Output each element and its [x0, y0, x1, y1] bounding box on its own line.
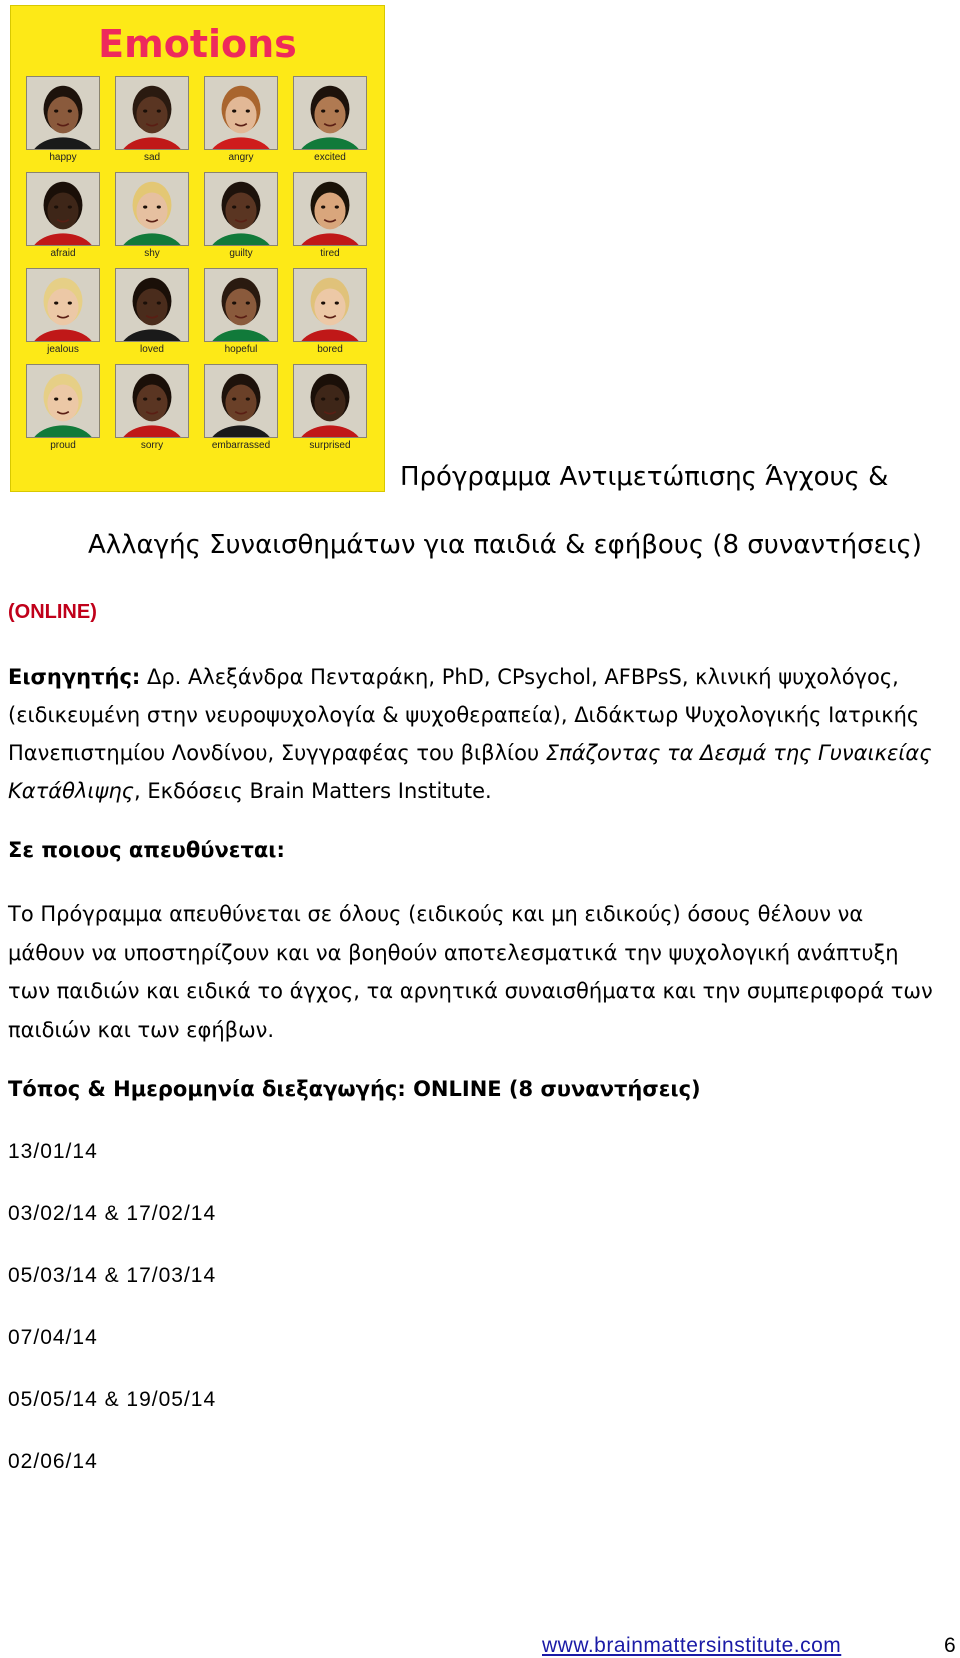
face-card	[26, 76, 100, 172]
child-face-photo	[204, 364, 278, 438]
audience-heading: Σε ποιους απευθύνεται:	[8, 838, 285, 862]
program-title-line-2: Αλλαγής Συναισθημάτων για παιδιά & εφήβους (8 συναντήσεις)	[88, 530, 922, 560]
face-card	[26, 268, 100, 364]
child-face-illustration	[294, 77, 366, 149]
emotion-label: jealous	[47, 344, 79, 355]
emotion-label: sad	[143, 152, 161, 163]
face-card	[204, 364, 278, 460]
face-card	[26, 364, 100, 460]
online-tag: (ONLINE)	[8, 601, 97, 623]
place-heading: Τόπος & Ημερομηνία διεξαγωγής: ONLINE (8 συναντήσεις)	[8, 1077, 701, 1101]
child-face-illustration	[116, 269, 188, 341]
face-card	[115, 268, 189, 364]
emotion-label: guilty	[229, 248, 253, 259]
child-face-photo	[115, 268, 189, 342]
child-face-illustration	[205, 365, 277, 437]
page-number: 6	[944, 1634, 956, 1657]
child-face-illustration	[294, 269, 366, 341]
date-line: 13/01/14	[8, 1140, 98, 1163]
child-face-illustration	[27, 269, 99, 341]
child-face-photo	[115, 172, 189, 246]
audience-text: Το Πρόγραμμα απευθύνεται σε όλους (ειδικούς και μη ειδικούς) όσους θέλουν να μάθουν να υποστηρίζουν και να βοηθούν αποτελεσματικά την ψυχολογική ανάπτυξη των παιδιών και ειδικά το άγχος, τα αρνητικά συναισθήματα και την συμπεριφορά των παιδιών και των εφήβων.	[8, 902, 933, 1042]
child-face-photo	[115, 76, 189, 150]
child-face-illustration	[294, 365, 366, 437]
child-face-illustration	[27, 173, 99, 245]
emotion-label: bored	[317, 344, 343, 355]
emotion-label: angry	[228, 152, 254, 163]
child-face-photo	[204, 268, 278, 342]
book-title: Σπάζοντας τα Δεσμά της Γυναικείας Κατάθλιψης	[8, 741, 932, 803]
child-face-illustration	[27, 365, 99, 437]
child-face-photo	[293, 172, 367, 246]
child-face-photo	[293, 76, 367, 150]
emotion-label: afraid	[50, 248, 76, 259]
face-card	[115, 76, 189, 172]
child-face-photo	[26, 76, 100, 150]
emotion-label: sorry	[140, 440, 164, 451]
emotions-poster	[10, 5, 385, 492]
face-card	[26, 172, 100, 268]
lecturer-text-2: , Εκδόσεις Brain Matters Institute.	[133, 779, 492, 803]
face-card	[204, 268, 278, 364]
emotion-label: embarrassed	[211, 440, 271, 451]
child-face-photo	[293, 268, 367, 342]
child-face-illustration	[116, 173, 188, 245]
child-face-illustration	[205, 77, 277, 149]
date-line: 07/04/14	[8, 1326, 98, 1349]
lecturer-label: Εισηγητής:	[8, 665, 141, 689]
child-face-illustration	[116, 365, 188, 437]
child-face-illustration	[205, 173, 277, 245]
child-face-illustration	[205, 269, 277, 341]
child-face-photo	[26, 268, 100, 342]
child-face-photo	[204, 76, 278, 150]
lecturer-paragraph	[8, 658, 938, 810]
date-line: 05/03/14 & 17/03/14	[8, 1264, 217, 1287]
child-face-illustration	[27, 77, 99, 149]
face-card	[293, 268, 367, 364]
face-card	[115, 172, 189, 268]
date-line: 05/05/14 & 19/05/14	[8, 1388, 217, 1411]
face-card	[293, 364, 367, 460]
child-face-illustration	[294, 173, 366, 245]
face-card	[293, 76, 367, 172]
footer-website-link[interactable]: www.brainmattersinstitute.com	[542, 1634, 842, 1657]
face-card	[204, 76, 278, 172]
emotion-label: proud	[50, 440, 76, 451]
emotion-label: shy	[144, 248, 160, 259]
date-line: 02/06/14	[8, 1450, 98, 1473]
emotion-label: excited	[314, 152, 346, 163]
face-card	[204, 172, 278, 268]
face-card	[115, 364, 189, 460]
child-face-photo	[115, 364, 189, 438]
child-face-photo	[26, 364, 100, 438]
emotion-label: loved	[140, 344, 164, 355]
emotion-label: surprised	[309, 440, 351, 451]
emotion-label: tired	[320, 248, 340, 259]
date-line: 03/02/14 & 17/02/14	[8, 1202, 217, 1225]
child-face-photo	[26, 172, 100, 246]
face-card	[293, 172, 367, 268]
program-title-line-1: Πρόγραμμα Αντιμετώπισης Άγχους &	[400, 462, 889, 492]
child-face-photo	[204, 172, 278, 246]
poster-title: Emotions	[98, 22, 297, 66]
emotion-label: hopeful	[224, 344, 258, 355]
emotion-label: happy	[49, 152, 77, 163]
child-face-illustration	[116, 77, 188, 149]
child-face-photo	[293, 364, 367, 438]
lecturer-text-1: Δρ. Αλεξάνδρα Πενταράκη, PhD, CPsychol, AFBPsS, κλινική ψυχολόγος, (ειδικευμένη στην νευροψυχολογία & ψυχοθεραπεία), Διδάκτωρ Ψυχολογικής Ιατρικής Πανεπιστημίου Λονδίνου, Συγγραφέας του βιβλίου	[8, 665, 920, 765]
